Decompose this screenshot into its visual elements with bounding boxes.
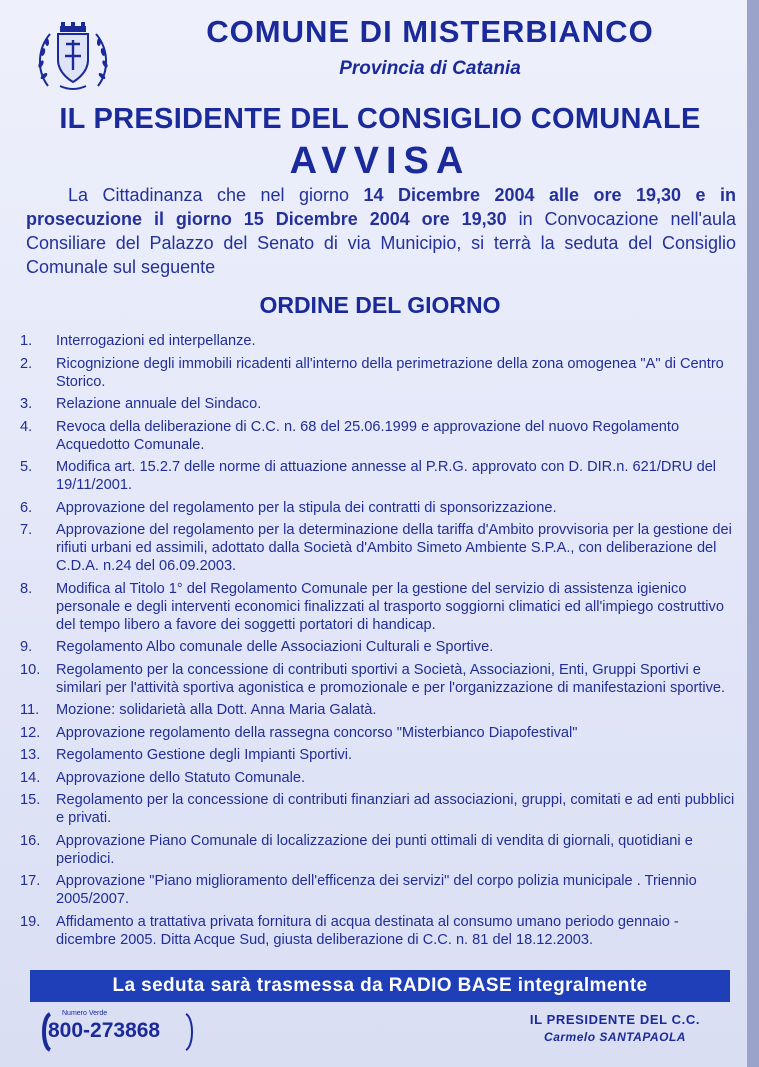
municipal-emblem-icon — [34, 20, 112, 96]
agenda-item-text: Regolamento Gestione degli Impianti Sportivi. — [56, 747, 353, 763]
agenda-item-text: Revoca della deliberazione di C.C. n. 68 del 25.06.1999 e approvazione del nuovo Regolamento Acquedotto Comunale. — [56, 418, 680, 453]
agenda-item-number: 6. — [20, 499, 33, 516]
agenda-item — [20, 355, 742, 391]
agenda-item-text: Approvazione Piano Comunale di localizzazione dei punti ottimali di vendita di giornali, quotidiani e periodici. — [56, 832, 693, 867]
agenda-item-text: Approvazione del regolamento per la determinazione della tariffa d'Ambito provvisoria per la gestione dei rifiuti urbani ed assimili, adottato dalla Società d'Ambito Simeto Ambiente S.P.A., con deliberazione del C.D.A. n.24 del 06.09.2003. — [56, 522, 732, 574]
agenda-item — [20, 769, 742, 787]
agenda-item — [20, 332, 742, 350]
agenda-item-number: 17. — [20, 873, 41, 889]
broadcast-banner: La seduta sarà trasmessa da RADIO BASE integralmente — [30, 970, 730, 1002]
agenda-item-text: Regolamento per la concessione di contributi finanziari ad associazioni, gruppi, comitati e ad enti pubblici e privati. — [56, 792, 735, 826]
agenda-title: ORDINE DEL GIORNO — [259, 292, 501, 318]
agenda-item-number: 7. — [20, 522, 33, 538]
agenda-item-text: Interrogazioni ed interpellanze. — [56, 333, 256, 349]
agenda-item-text: Approvazione dello Statuto Comunale. — [56, 769, 306, 786]
signature-title: IL PRESIDENTE DEL C.C. — [529, 1012, 701, 1027]
agenda-item-text: Approvazione "Piano miglioramento dell'efficenza dei servizi" del corpo polizia municipale . Triennio 2005/2007. — [56, 873, 697, 907]
intro-paragraph — [26, 183, 736, 279]
agenda-item-number: 1. — [20, 333, 33, 349]
agenda-item-number: 10. — [20, 661, 41, 678]
agenda-item-number: 5. — [20, 459, 33, 475]
agenda-item-text: Mozione: solidarietà alla Dott. Anna Maria Galatà. — [56, 702, 377, 718]
toll-free-number: 800-273868 — [48, 1019, 161, 1042]
agenda-item — [20, 872, 742, 908]
agenda-item-text: Approvazione del regolamento per la stipula dei contratti di sponsorizzazione. — [56, 499, 557, 516]
toll-free-label: Numero Verde — [62, 1010, 108, 1017]
agenda-item-text: Approvazione regolamento della rassegna concorso "Misterbianco Diapofestival" — [56, 724, 578, 741]
agenda-item — [20, 832, 742, 868]
agenda-item — [20, 913, 742, 949]
intro-part1: La Cittadinanza che nel giorno — [68, 185, 364, 205]
agenda-item — [20, 499, 742, 517]
agenda-item-number: 14. — [20, 769, 41, 786]
agenda-item — [20, 746, 742, 764]
agenda-item-number: 13. — [20, 747, 41, 763]
poster-edge — [747, 0, 759, 1067]
agenda-item — [20, 418, 742, 454]
agenda-item — [20, 458, 742, 494]
agenda-item-number: 15. — [20, 792, 41, 808]
agenda-item — [20, 701, 742, 719]
agenda-item-number: 12. — [20, 724, 41, 741]
notice-heading: AVVISA — [289, 140, 471, 182]
agenda-item — [20, 395, 742, 413]
agenda-item-text: Modifica art. 15.2.7 delle norme di attuazione annesse al P.R.G. approvato con D. DIR.n. 621/DRU del 19/11/2001. — [56, 459, 717, 493]
agenda-item-number: 4. — [20, 418, 33, 435]
agenda-item-number: 11. — [20, 702, 40, 718]
agenda-item-text: Ricognizione degli immobili ricadenti all'interno della perimetrazione della zona omogenea "A" di Centro Storico. — [56, 355, 724, 390]
agenda-item-number: 19. — [20, 913, 41, 930]
agenda-item — [20, 580, 742, 634]
agenda-item-text: Modifica al Titolo 1° del Regolamento Comunale per la gestione del servizio di assistenza igienico personale e degli interventi economici finalizzati al trasporto soggiorni climatici ed all'impiego costruttivo del tempo libero a favore dei soggetti portatori di handicap. — [56, 580, 724, 633]
municipality-title: COMUNE DI MISTERBIANCO — [206, 14, 654, 49]
agenda-item-text: Regolamento Albo comunale delle Associazioni Culturali e Sportive. — [56, 639, 494, 655]
agenda-item-text: Affidamento a trattativa privata fornitura di acqua destinata al consumo umano periodo gennaio - dicembre 2005. Ditta Acque Sud, giusta deliberazione di C.C. n. 81 del 18.12.2003. — [56, 913, 679, 948]
agenda-item-text: Relazione annuale del Sindaco. — [56, 396, 262, 412]
agenda-item — [20, 661, 742, 697]
province-subtitle: Provincia di Catania — [339, 58, 521, 79]
agenda-item — [20, 521, 742, 575]
agenda-list — [20, 332, 742, 953]
agenda-item — [20, 724, 742, 742]
intro-part2: in Convocazione nell'aula Consiliare del Palazzo del Senato di via Municipio, si terrà la seduta del Consiglio Comunale sul seguente — [26, 209, 736, 277]
president-heading: IL PRESIDENTE DEL CONSIGLIO COMUNALE — [59, 103, 701, 135]
signature-name: Carmelo SANTAPAOLA — [544, 1030, 686, 1044]
agenda-item — [20, 638, 742, 656]
agenda-item-number: 9. — [20, 639, 33, 655]
agenda-item-number: 2. — [20, 355, 33, 372]
agenda-item-number: 3. — [20, 396, 33, 412]
agenda-item — [20, 791, 742, 827]
agenda-item-text: Regolamento per la concessione di contributi sportivi a Società, Associazioni, Enti, Gruppi Sportivi e similari per l'attività sportiva agonistica e promozionale e per l'organizzazione di manifestazioni sportive. — [56, 661, 726, 696]
intro-dates: 14 Dicembre 2004 alle ore 19,30 e in prosecuzione il giorno 15 Dicembre 2004 ore 19,30 — [26, 185, 736, 229]
agenda-item-number: 8. — [20, 580, 33, 597]
agenda-item-number: 16. — [20, 832, 41, 849]
